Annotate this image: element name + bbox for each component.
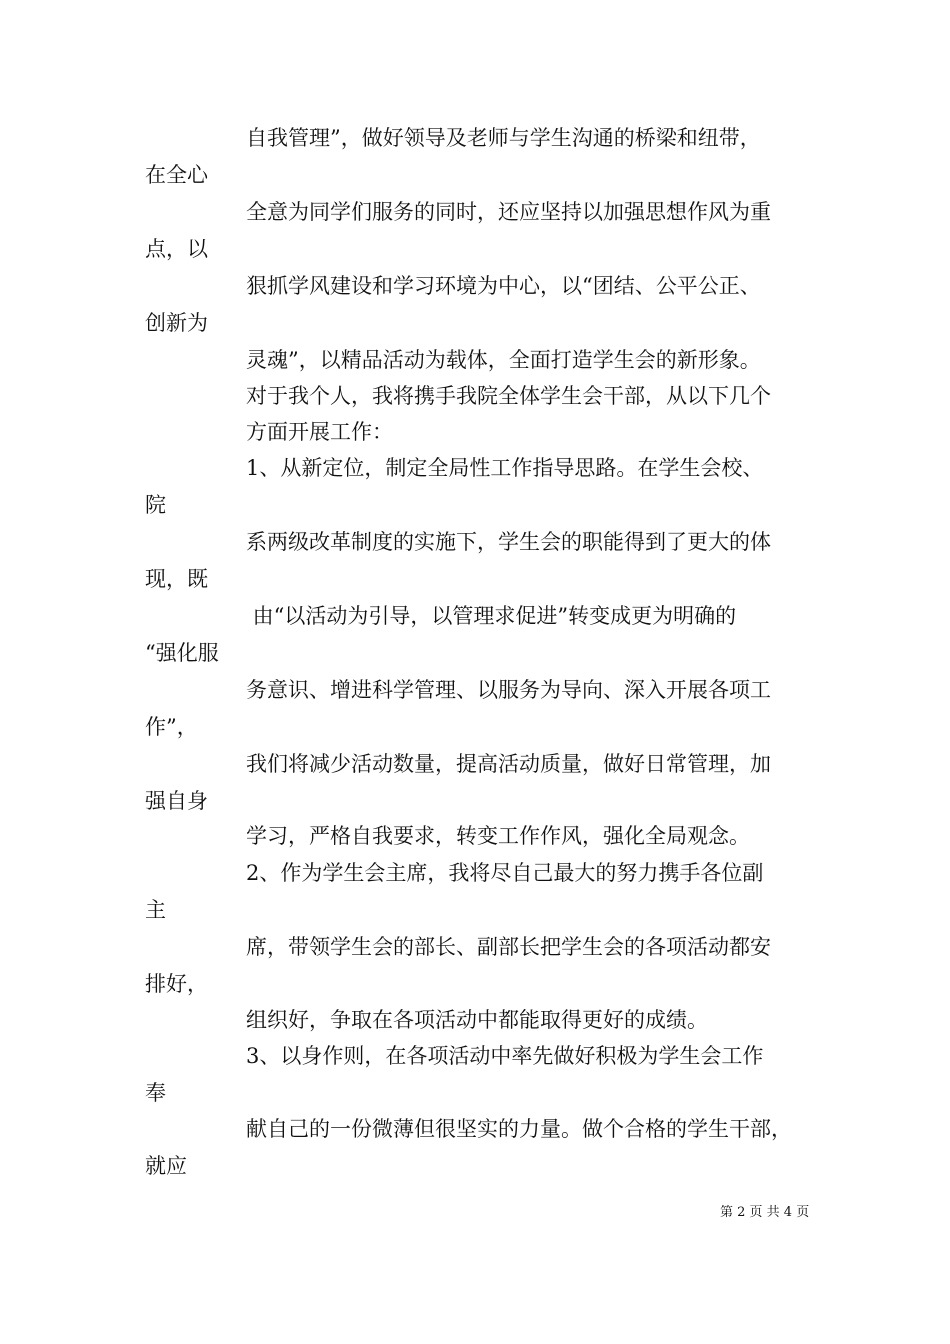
text-line: 奉 xyxy=(145,1081,166,1105)
text-line: 全意为同学们服务的同时，还应坚持以加强思想作风为重 xyxy=(246,200,771,224)
text-line: 由“以活动为引导，以管理求促进”转变成更为明确的 xyxy=(246,604,737,628)
text-line: 组织好，争取在各项活动中都能取得更好的成绩。 xyxy=(246,1008,708,1032)
text-line: 2、作为学生会主席，我将尽自己最大的努力携手各位副 xyxy=(246,861,764,885)
text-line: 在全心 xyxy=(145,163,208,187)
page-number-footer: 第 2 页 共 4 页 xyxy=(720,1205,810,1220)
text-line: 狠抓学风建设和学习环境为中心，以“团结、公平公正、 xyxy=(246,274,761,298)
text-line: 献自己的一份微薄但很坚实的力量。做个合格的学生干部， xyxy=(246,1117,792,1141)
text-line: 我们将减少活动数量，提高活动质量，做好日常管理，加 xyxy=(246,752,771,776)
text-line: “强化服 xyxy=(145,641,219,665)
text-line: 现，既 xyxy=(145,567,208,591)
text-line: 院 xyxy=(145,493,166,517)
text-line: 对于我个人，我将携手我院全体学生会干部，从以下几个 xyxy=(246,384,771,408)
text-line: 就应 xyxy=(145,1154,187,1178)
text-line: 强自身 xyxy=(145,789,208,813)
text-line: 作”， xyxy=(145,715,198,739)
text-line: 自我管理”，做好领导及老师与学生沟通的桥梁和纽带， xyxy=(246,126,761,150)
text-line: 灵魂”，以精品活动为载体，全面打造学生会的新形象。 xyxy=(246,348,761,372)
text-line: 务意识、增进科学管理、以服务为导向、深入开展各项工 xyxy=(246,678,771,702)
text-line: 学习，严格自我要求，转变工作作风，强化全局观念。 xyxy=(246,824,750,848)
text-line: 方面开展工作： xyxy=(246,420,393,444)
text-line: 主 xyxy=(145,898,166,922)
text-line: 1、从新定位，制定全局性工作指导思路。在学生会校、 xyxy=(246,456,764,480)
text-line: 3、以身作则，在各项活动中率先做好积极为学生会工作 xyxy=(246,1044,764,1068)
text-line: 席，带领学生会的部长、副部长把学生会的各项活动都安 xyxy=(246,935,771,959)
text-line: 排好， xyxy=(145,972,208,996)
text-line: 系两级改革制度的实施下，学生会的职能得到了更大的体 xyxy=(246,530,771,554)
text-line: 创新为 xyxy=(145,311,208,335)
text-line: 点，以 xyxy=(145,237,208,261)
